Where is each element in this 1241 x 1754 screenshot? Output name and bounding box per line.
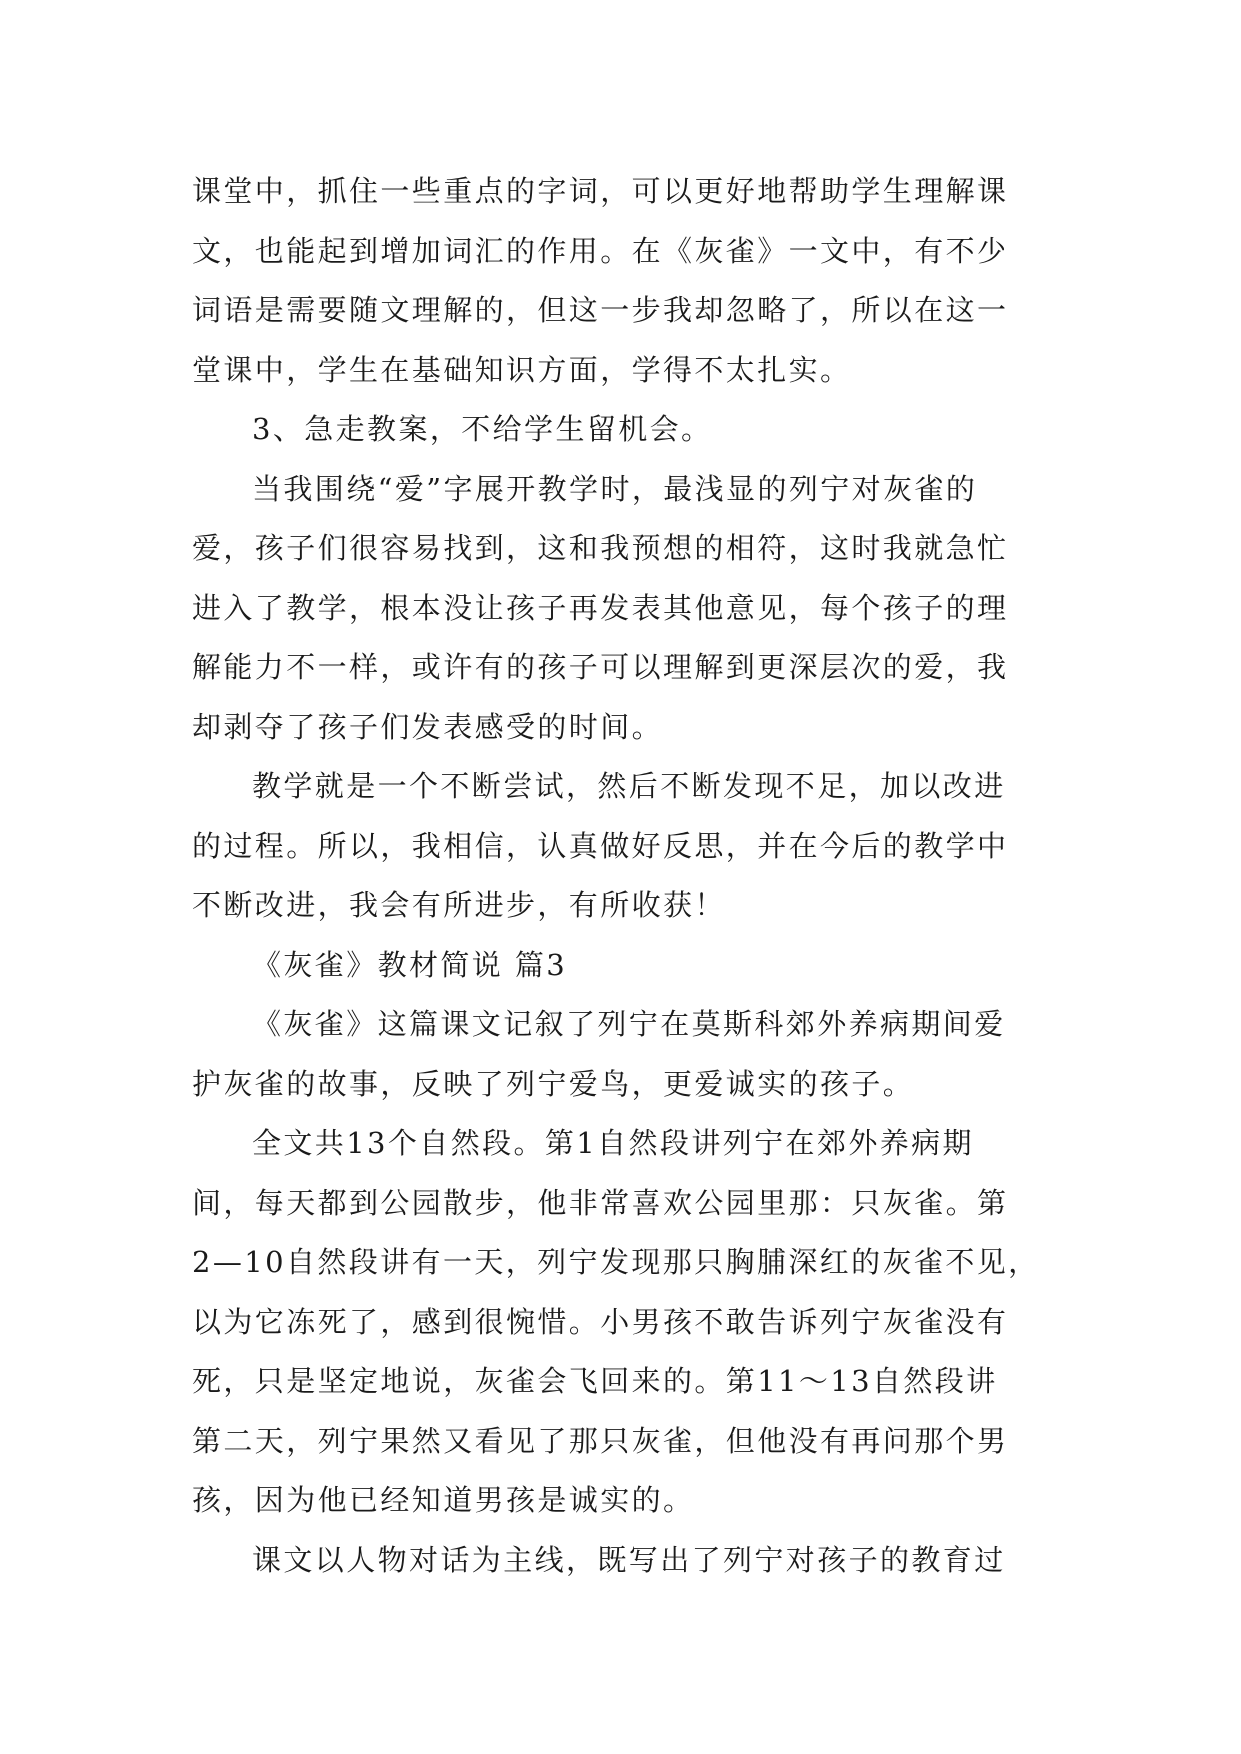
text-line: 死，只是坚定地说，灰雀会飞回来的。第11～13自然段讲 bbox=[192, 1364, 998, 1398]
text-line: 3、急走教案，不给学生留机会。 bbox=[252, 412, 713, 446]
text-line: 护灰雀的故事，反映了列宁爱鸟，更爱诚实的孩子。 bbox=[192, 1066, 915, 1101]
text-line: 全文共13个自然段。第1自然段讲列宁在郊外养病期 bbox=[252, 1126, 974, 1160]
text-line: 第二天，列宁果然又看见了那只灰雀，但他没有再问那个男 bbox=[192, 1423, 1009, 1458]
text-line: 课文以人物对话为主线，既写出了列宁对孩子的教育过 bbox=[252, 1542, 1006, 1577]
text-line: 进入了教学，根本没让孩子再发表其他意见，每个孩子的理 bbox=[192, 590, 1009, 625]
text-line: 教学就是一个不断尝试，然后不断发现不足，加以改进 bbox=[252, 769, 1006, 803]
text-line: 当我围绕“爱”字展开教学时，最浅显的列宁对灰雀的 bbox=[252, 471, 978, 506]
text-line: 文，也能起到增加词汇的作用。在《灰雀》一文中，有不少 bbox=[192, 233, 1009, 268]
text-line: 爱，孩子们很容易找到，这和我预想的相符，这时我就急忙 bbox=[192, 531, 1009, 565]
text-line: 间，每天都到公园散步，他非常喜欢公园里那：只灰雀。第 bbox=[192, 1185, 1009, 1220]
text-line: 的过程。所以，我相信，认真做好反思，并在今后的教学中 bbox=[192, 828, 1009, 863]
text-line: 以为它冻死了，感到很惋惜。小男孩不敢告诉列宁灰雀没有 bbox=[192, 1304, 1009, 1339]
text-line: 解能力不一样，或许有的孩子可以理解到更深层次的爱，我 bbox=[192, 650, 1009, 684]
text-line: 《灰雀》这篇课文记叙了列宁在莫斯科郊外养病期间爱 bbox=[252, 1007, 1006, 1041]
text-line: 不断改进，我会有所进步，有所收获！ bbox=[192, 888, 726, 922]
text-line: 课堂中，抓住一些重点的字词，可以更好地帮助学生理解课 bbox=[192, 174, 1009, 208]
document-body bbox=[192, 162, 1052, 1590]
text-line: 却剥夺了孩子们发表感受的时间。 bbox=[192, 709, 664, 744]
text-line: 词语是需要随文理解的，但这一步我却忽略了，所以在这一 bbox=[192, 293, 1009, 327]
text-line: 《灰雀》教材简说 篇3 bbox=[252, 947, 568, 982]
text-line: 堂课中，学生在基础知识方面，学得不太扎实。 bbox=[192, 352, 852, 387]
text-line: 孩，因为他已经知道男孩是诚实的。 bbox=[192, 1483, 695, 1517]
text-line: 2—10自然段讲有一天，列宁发现那只胸脯深红的灰雀不见， bbox=[192, 1245, 1040, 1279]
